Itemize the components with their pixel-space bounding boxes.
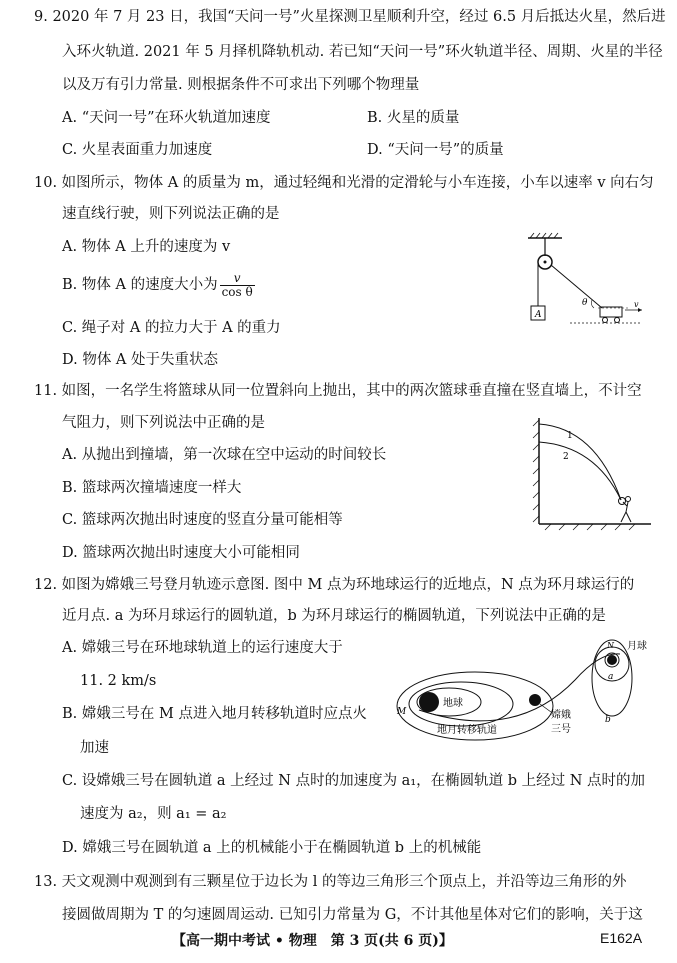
student-head-icon (626, 497, 631, 502)
block-a-label: A (535, 310, 542, 320)
footer-page-info: 【高一期中考试 • 物理 第 3 页(共 6 页)】 (172, 933, 453, 949)
q13-stem-line2: 接圆做周期为 T 的匀速圆周运动. 已知引力常量为 G，不计其他星体对它们的影响，关于这 (62, 907, 643, 923)
trajectory-2-label: 2 (563, 452, 569, 462)
cart-icon (600, 307, 622, 317)
q11-stem-line2: 气阻力，则下列说法中正确的是 (62, 415, 265, 431)
point-n-label: N (607, 641, 614, 650)
q12-option-b-line1: B. 嫦娥三号在 M 点进入地月转移轨道时应点火 (62, 706, 367, 722)
q10-option-d: D. 物体 A 处于失重状态 (62, 352, 219, 368)
q9-stem-line1: 9. 2020 年 7 月 23 日，我国“天问一号”火星探测卫星顺利升空，经过 6.5 月后抵达火星，然后进 (34, 9, 666, 25)
q12-option-b-line2: 加速 (80, 740, 109, 756)
point-m-label: M (397, 707, 407, 717)
q12-option-a-line2: 11. 2 km/s (80, 673, 157, 689)
q12-orbit-figure (395, 634, 665, 746)
v-label: v (634, 300, 639, 309)
footer-exam-code: E162A (600, 930, 643, 946)
q10-fraction-denominator: cos θ (221, 284, 253, 299)
trajectory-1-label: 1 (567, 431, 573, 441)
q12-option-d: D. 嫦娥三号在圆轨道 a 上的机械能小于在椭圆轨道 b 上的机械能 (62, 840, 482, 856)
moon-label: 月球 (627, 641, 647, 652)
q11-basketball-figure (525, 412, 655, 532)
earth-label: 地球 (443, 698, 463, 709)
q9-stem-line3: 以及万有引力常量. 则根据条件不可求出下列哪个物理量 (62, 77, 420, 93)
transfer-orbit (419, 654, 620, 721)
q9-option-a: A. “天问一号”在环火轨道加速度 (62, 110, 271, 126)
q12-stem-line1: 12. 如图为嫦娥三号登月轨迹示意图. 图中 M 点为环地球运行的近地点，N 点为环月球运行的 (34, 577, 635, 593)
theta-label: θ (582, 298, 588, 308)
q12-option-c-line2: 速度为 a₂，则 a₁ = a₂ (80, 806, 227, 822)
probe-icon (529, 694, 541, 706)
transfer-orbit-label: 地月转移轨道 (437, 725, 497, 736)
q12-option-c-line1: C. 设嫦娥三号在圆轨道 a 上经过 N 点时的加速度为 a₁，在椭圆轨道 b 上经过 N 点时的加 (62, 773, 646, 789)
q11-option-d: D. 篮球两次抛出时速度大小可能相同 (62, 545, 300, 561)
q10-option-b-text: B. 物体 A 的速度大小为 (62, 277, 218, 293)
probe-label-line2: 三号 (551, 724, 571, 735)
q10-stem-line1: 10. 如图所示，物体 A 的质量为 m，通过轻绳和光滑的定滑轮与小车连接，小车以速率 v 向右匀 (34, 175, 654, 191)
q11-option-a: A. 从抛出到撞墙，第一次球在空中运动的时间较长 (62, 447, 387, 463)
moon-icon (607, 655, 617, 665)
q10-stem-line2: 速直线行驶，则下列说法正确的是 (62, 206, 280, 222)
earth-icon (419, 692, 439, 712)
q10-option-b-fraction (220, 272, 255, 299)
q11-stem-line1: 11. 如图，一名学生将篮球从同一位置斜向上抛出，其中的两次篮球垂直撞在竖直墙上，不计空 (34, 383, 642, 399)
q13-stem-line1: 13. 天文观测中观测到有三颗星位于边长为 l 的等边三角形三个顶点上，并沿等边三角形的外 (34, 874, 627, 890)
q11-option-c: C. 篮球两次抛出时速度的竖直分量可能相等 (62, 512, 343, 528)
q11-option-b: B. 篮球两次撞墙速度一样大 (62, 480, 242, 496)
q9-option-b: B. 火星的质量 (367, 110, 460, 126)
probe-label-line1: 嫦娥 (551, 710, 571, 721)
q10-option-c: C. 绳子对 A 的拉力大于 A 的重力 (62, 320, 281, 336)
orbit-a-label: a (608, 672, 614, 682)
q12-stem-line2: 近月点. a 为环月球运行的圆轨道，b 为环月球运行的椭圆轨道，下列说法中正确的是 (62, 608, 606, 624)
q9-option-d: D. “天问一号”的质量 (367, 142, 504, 158)
q10-option-a: A. 物体 A 上升的速度为 v (62, 239, 231, 255)
q9-option-c: C. 火星表面重力加速度 (62, 142, 213, 158)
orbit-b-label: b (605, 715, 611, 725)
q10-fraction-numerator: v (220, 272, 255, 286)
q12-option-a-line1: A. 嫦娥三号在环地球轨道上的运行速度大于 (62, 640, 343, 656)
q10-pulley-figure (510, 230, 650, 330)
q9-stem-line2: 入环火轨道. 2021 年 5 月择机降轨机动. 若已知“天问一号”环火轨道半径、周期、火星的半径 (62, 44, 663, 60)
q10-option-b (62, 270, 255, 300)
